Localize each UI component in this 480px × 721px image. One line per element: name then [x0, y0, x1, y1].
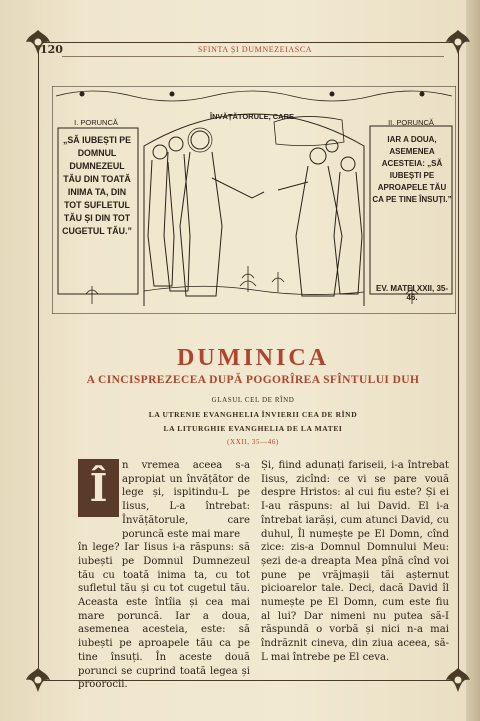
icon-right-text: IAR A DOUA, ASEMENEA ACESTEIA: „SĂ IUBEȘTI PE APROAPELE TĂU CA PE TINE ÎNSUȚI.” [372, 135, 452, 204]
frame-top [38, 42, 458, 43]
text-column-right [261, 459, 449, 665]
frame-left [38, 42, 39, 680]
corner-ornament-tr [445, 29, 471, 55]
liturghie-line: LA LITURGHIE EVANGHELIA DE LA MATEI [163, 424, 343, 433]
frame-right [458, 42, 459, 680]
paragraph-right: Și, fiind adunați fariseii, i-a întrebat Iisus, zicînd: ce vi se pare vouă despre Hristos: al cui fiu este? Și ei I-au răspuns: al lui David. El i-a întrebat iarăși, cum atunci David, cu duhul, Îl numește pe El Domn, cînd zice: zis-a Domnul Domnului Meu: șezi de-a dreapta Mea pînă cînd voi pune pe vrăjmașii tăi așternut picioarelor tale. Deci, dacă David îl numește pe El Domn, cum este fiu al lui? Dar nimeni nu putea să-I răspundă o vorbă și nici n-a mai îndrăznit cineva, din ziua aceea, să-L mai întrebe pe El ceva. [261, 460, 449, 663]
text-column-left [78, 459, 250, 692]
icon-right-label: II. PORUNCĂ [388, 118, 434, 127]
drop-cap-letter: Î [89, 465, 108, 510]
paragraph-left-intro-text: n vremea aceea s-a apropiat un învățător de lege și, ispitindu-L pe Iisus, L-a întrebat: Învățătorule, care poruncă este mai mare [122, 460, 250, 540]
icon-right-ref: EV. MATEI XXII, 35-46. [375, 284, 449, 302]
page-number: 120 [40, 43, 63, 56]
corner-ornament-bl [25, 667, 51, 693]
page-gutter [466, 0, 480, 721]
icon-banner-text: ÎNVĂȚĂTORULE, CARE [209, 112, 295, 121]
running-title: SFINTA ȘI DUMNEZEIASCA [197, 45, 313, 54]
paragraph-left-intro [78, 459, 250, 541]
icon-left-text: „SĂ IUBEȘTI PE DOMNUL DUMNEZEUL TĂU DIN TOATĂ INIMA TA, DIN TOT SUFLETUL TĂU ȘI DIN TOT CUGETUL TĂU.” [62, 135, 132, 236]
paragraph-left-rest: în lege? Iar Iisus i-a răspuns: să iubești pe Domnul Dumnezeul tău cu toată inima ta, cu tot sufletul tău și cu tot cugetul tău. Aceasta este întîia și cea mai mare poruncă. Iar a doua, asemenea acesteia, este: să iubești pe aproapele tău ca pe tine însuți. În aceste două porunci se cuprind toată legea și proorocii. [78, 542, 250, 691]
scripture-reference: (XXII, 35—46) [227, 438, 279, 446]
corner-ornament-br [445, 667, 471, 693]
page-subtitle: A CINCISPREZECEA DUPĂ POGORÎREA SFÎNTULUI DUH [86, 374, 420, 386]
glas-line: GLASUL CEL DE RÎND [211, 396, 295, 404]
icon-left-label: I. PORUNCĂ [74, 118, 118, 127]
page-title: DUMINICA [177, 345, 329, 371]
utrenie-line: LA UTRENIE EVANGHELIA ÎNVIERII CEA DE RÎND [148, 410, 358, 419]
header-rule [62, 56, 444, 57]
